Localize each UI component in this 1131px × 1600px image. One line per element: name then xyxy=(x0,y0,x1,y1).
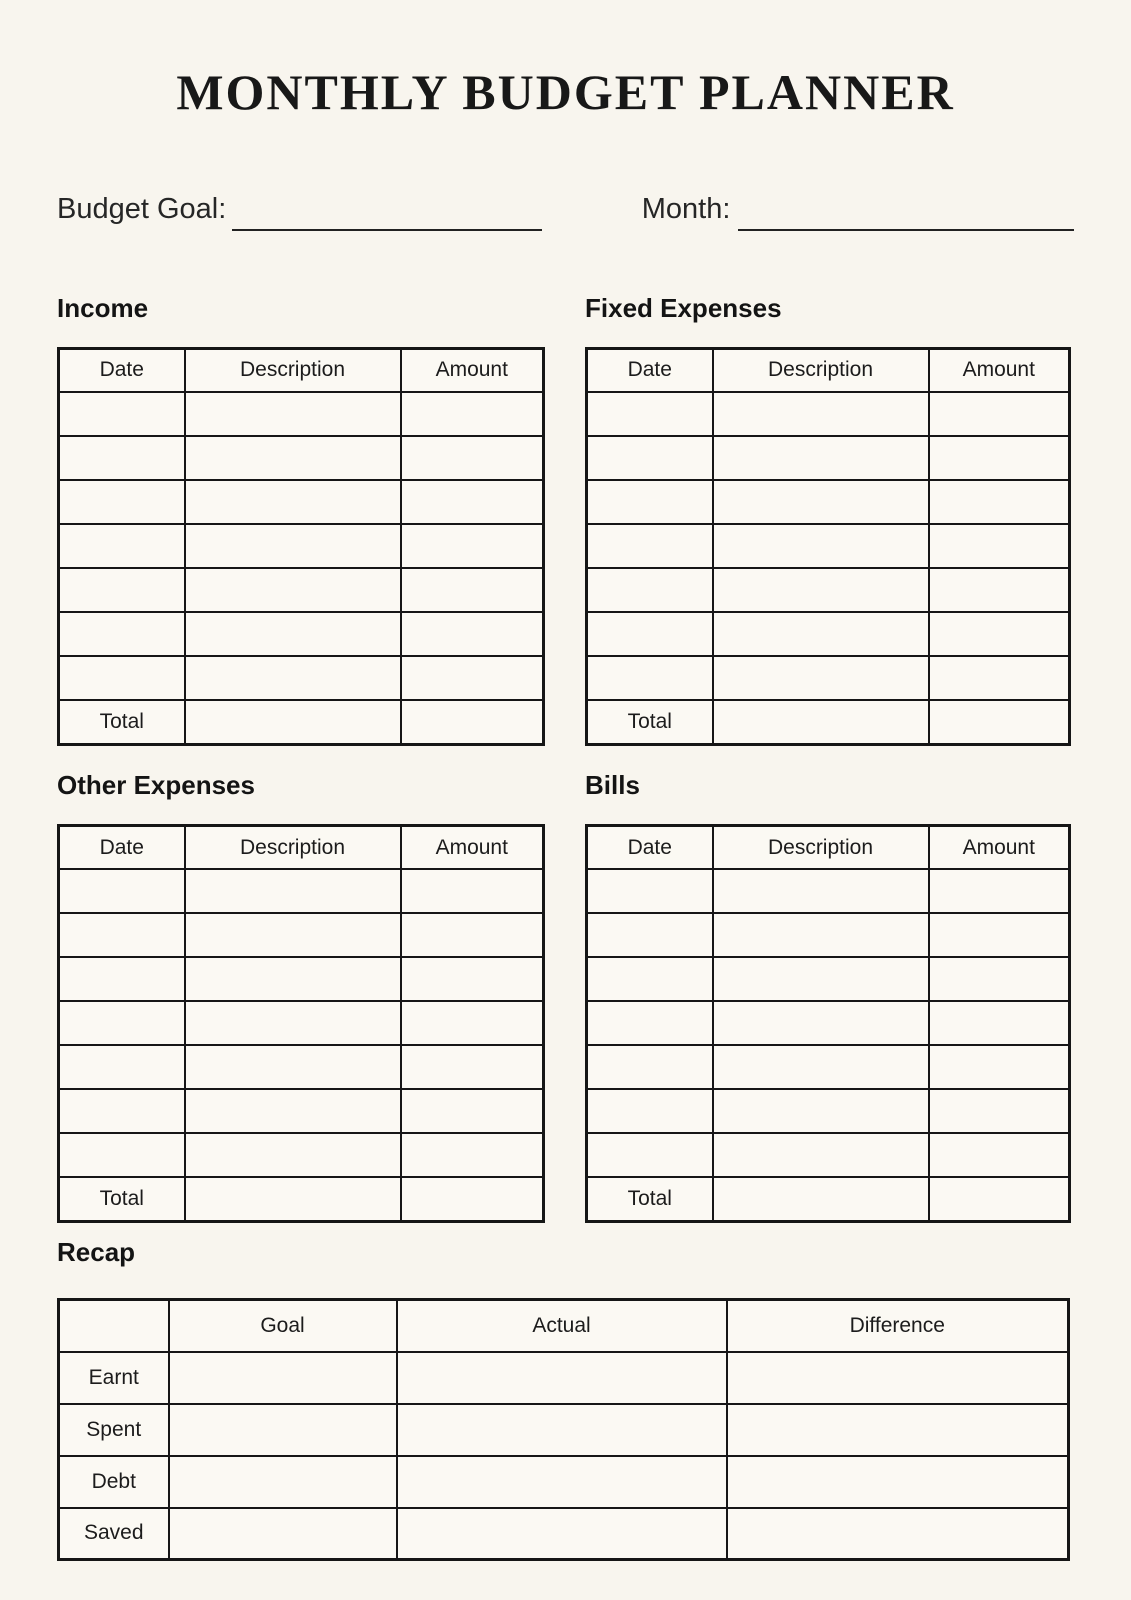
total-value-cell[interactable] xyxy=(401,1177,544,1221)
empty-entry-cell[interactable] xyxy=(587,1045,713,1089)
empty-entry-cell[interactable] xyxy=(587,957,713,1001)
empty-entry-cell[interactable] xyxy=(929,524,1070,568)
other-expenses-header-row xyxy=(59,825,544,869)
empty-entry-cell[interactable] xyxy=(401,392,544,436)
empty-entry-cell[interactable] xyxy=(185,1001,401,1045)
table-row xyxy=(587,656,1070,700)
empty-entry-cell[interactable] xyxy=(713,392,929,436)
table-row xyxy=(59,1089,544,1133)
section-income xyxy=(57,293,545,746)
recap-row-label: Debt xyxy=(59,1456,169,1508)
empty-entry-cell[interactable] xyxy=(59,869,185,913)
recap-header-row xyxy=(59,1300,1069,1352)
recap-row-label: Saved xyxy=(59,1508,169,1560)
empty-entry-cell[interactable] xyxy=(727,1508,1069,1560)
table-row xyxy=(587,957,1070,1001)
empty-entry-cell[interactable] xyxy=(185,1133,401,1177)
column-header: Description xyxy=(185,825,401,869)
empty-entry-cell[interactable] xyxy=(185,1045,401,1089)
empty-entry-cell[interactable] xyxy=(401,869,544,913)
empty-entry-cell[interactable] xyxy=(713,612,929,656)
other-expenses-table-holder xyxy=(57,824,545,1223)
empty-entry-cell[interactable] xyxy=(713,1133,929,1177)
recap-row-earnt xyxy=(59,1352,1069,1404)
month-label: Month: xyxy=(641,192,731,225)
empty-entry-cell[interactable] xyxy=(185,480,401,524)
empty-entry-cell[interactable] xyxy=(185,957,401,1001)
column-header: Date xyxy=(587,348,713,392)
income-heading: Income xyxy=(57,292,149,323)
recap-row-debt xyxy=(59,1456,1069,1508)
income-table-holder xyxy=(57,347,545,746)
column-header: Amount xyxy=(929,825,1070,869)
empty-entry-cell[interactable] xyxy=(727,1456,1069,1508)
other-expenses-table xyxy=(57,824,545,1223)
total-value-cell[interactable] xyxy=(185,700,401,744)
recap-corner-cell xyxy=(59,1300,169,1352)
table-row xyxy=(587,1001,1070,1045)
table-row xyxy=(587,1045,1070,1089)
empty-entry-cell[interactable] xyxy=(929,1045,1070,1089)
empty-entry-cell[interactable] xyxy=(397,1508,727,1560)
empty-entry-cell[interactable] xyxy=(185,392,401,436)
total-label: Total xyxy=(59,700,185,744)
empty-entry-cell[interactable] xyxy=(727,1352,1069,1404)
recap-row-spent xyxy=(59,1404,1069,1456)
recap-heading: Recap xyxy=(57,1236,136,1267)
empty-entry-cell[interactable] xyxy=(713,480,929,524)
section-recap xyxy=(57,1237,1070,1561)
table-row xyxy=(587,392,1070,436)
empty-entry-cell[interactable] xyxy=(401,913,544,957)
empty-entry-cell[interactable] xyxy=(929,1133,1070,1177)
empty-entry-cell[interactable] xyxy=(929,392,1070,436)
table-row xyxy=(587,524,1070,568)
column-header: Date xyxy=(59,825,185,869)
total-label: Total xyxy=(587,700,713,744)
empty-entry-cell[interactable] xyxy=(713,1089,929,1133)
empty-entry-cell[interactable] xyxy=(185,656,401,700)
table-row xyxy=(59,913,544,957)
empty-entry-cell[interactable] xyxy=(713,1001,929,1045)
empty-entry-cell[interactable] xyxy=(401,524,544,568)
empty-entry-cell[interactable] xyxy=(401,480,544,524)
column-header: Amount xyxy=(401,348,544,392)
section-other-expenses xyxy=(57,770,545,1223)
empty-entry-cell[interactable] xyxy=(587,656,713,700)
total-value-cell[interactable] xyxy=(713,700,929,744)
empty-entry-cell[interactable] xyxy=(713,1045,929,1089)
empty-entry-cell[interactable] xyxy=(929,913,1070,957)
empty-entry-cell[interactable] xyxy=(169,1508,397,1560)
empty-entry-cell[interactable] xyxy=(401,436,544,480)
empty-entry-cell[interactable] xyxy=(185,1089,401,1133)
empty-entry-cell[interactable] xyxy=(185,436,401,480)
table-row xyxy=(59,1045,544,1089)
budget-goal-blank-line[interactable] xyxy=(232,221,541,231)
total-label: Total xyxy=(59,1177,185,1221)
empty-entry-cell[interactable] xyxy=(59,913,185,957)
table-row xyxy=(587,612,1070,656)
empty-entry-cell[interactable] xyxy=(401,612,544,656)
empty-entry-cell[interactable] xyxy=(587,480,713,524)
empty-entry-cell[interactable] xyxy=(713,524,929,568)
bills-table-holder xyxy=(585,824,1071,1223)
table-row xyxy=(587,480,1070,524)
empty-entry-cell[interactable] xyxy=(929,957,1070,1001)
table-row xyxy=(59,1133,544,1177)
fixed-expenses-heading: Fixed Expenses xyxy=(585,292,782,323)
income-header-row xyxy=(59,348,544,392)
bills-table xyxy=(585,824,1071,1223)
empty-entry-cell[interactable] xyxy=(59,524,185,568)
table-row xyxy=(59,1001,544,1045)
empty-entry-cell[interactable] xyxy=(929,656,1070,700)
table-row xyxy=(59,436,544,480)
empty-entry-cell[interactable] xyxy=(929,568,1070,612)
page-title: MONTHLY BUDGET PLANNER xyxy=(176,64,955,120)
empty-entry-cell[interactable] xyxy=(713,436,929,480)
empty-entry-cell[interactable] xyxy=(587,612,713,656)
recap-row-saved xyxy=(59,1508,1069,1560)
bills-header-row xyxy=(587,825,1070,869)
empty-entry-cell[interactable] xyxy=(59,568,185,612)
empty-entry-cell[interactable] xyxy=(185,568,401,612)
empty-entry-cell[interactable] xyxy=(397,1352,727,1404)
column-header: Date xyxy=(59,348,185,392)
empty-entry-cell[interactable] xyxy=(587,568,713,612)
empty-entry-cell[interactable] xyxy=(169,1352,397,1404)
fixed-expenses-table xyxy=(585,347,1071,746)
empty-entry-cell[interactable] xyxy=(59,392,185,436)
table-row xyxy=(59,869,544,913)
table-row xyxy=(59,568,544,612)
empty-entry-cell[interactable] xyxy=(929,436,1070,480)
empty-entry-cell[interactable] xyxy=(59,1089,185,1133)
budget-goal-label: Budget Goal: xyxy=(57,192,227,225)
table-row xyxy=(59,524,544,568)
table-row xyxy=(587,436,1070,480)
empty-entry-cell[interactable] xyxy=(185,913,401,957)
empty-entry-cell[interactable] xyxy=(587,1089,713,1133)
empty-entry-cell[interactable] xyxy=(929,612,1070,656)
empty-entry-cell[interactable] xyxy=(401,1133,544,1177)
empty-entry-cell[interactable] xyxy=(587,869,713,913)
other-expenses-total-row xyxy=(59,1177,544,1221)
table-row xyxy=(587,1133,1070,1177)
table-row xyxy=(59,612,544,656)
total-value-cell[interactable] xyxy=(185,1177,401,1221)
total-value-cell[interactable] xyxy=(929,700,1070,744)
fixed-expenses-total-row xyxy=(587,700,1070,744)
column-header: Amount xyxy=(401,825,544,869)
fixed-expenses-table-holder xyxy=(585,347,1071,746)
empty-entry-cell[interactable] xyxy=(59,957,185,1001)
goal-month-row xyxy=(57,183,1074,231)
section-bills xyxy=(585,770,1071,1223)
empty-entry-cell[interactable] xyxy=(59,1001,185,1045)
empty-entry-cell[interactable] xyxy=(59,1045,185,1089)
column-header: Description xyxy=(713,348,929,392)
empty-entry-cell[interactable] xyxy=(587,1133,713,1177)
bills-heading: Bills xyxy=(585,769,640,800)
table-row xyxy=(587,568,1070,612)
column-header: Description xyxy=(185,348,401,392)
empty-entry-cell[interactable] xyxy=(169,1404,397,1456)
empty-entry-cell[interactable] xyxy=(59,480,185,524)
bills-total-row xyxy=(587,1177,1070,1221)
empty-entry-cell[interactable] xyxy=(713,869,929,913)
total-value-cell[interactable] xyxy=(401,700,544,744)
total-value-cell[interactable] xyxy=(713,1177,929,1221)
empty-entry-cell[interactable] xyxy=(59,436,185,480)
empty-entry-cell[interactable] xyxy=(169,1456,397,1508)
empty-entry-cell[interactable] xyxy=(929,1001,1070,1045)
empty-entry-cell[interactable] xyxy=(929,480,1070,524)
recap-table-holder xyxy=(57,1298,1070,1561)
fixed-expenses-header-row xyxy=(587,348,1070,392)
total-label: Total xyxy=(587,1177,713,1221)
table-row xyxy=(587,869,1070,913)
empty-entry-cell[interactable] xyxy=(587,1001,713,1045)
table-row xyxy=(59,392,544,436)
empty-entry-cell[interactable] xyxy=(587,436,713,480)
empty-entry-cell[interactable] xyxy=(397,1404,727,1456)
table-row xyxy=(587,1089,1070,1133)
empty-entry-cell[interactable] xyxy=(401,1089,544,1133)
section-fixed-expenses xyxy=(585,293,1071,746)
column-header: Date xyxy=(587,825,713,869)
empty-entry-cell[interactable] xyxy=(713,957,929,1001)
other-expenses-heading: Other Expenses xyxy=(57,769,255,800)
recap-row-label: Spent xyxy=(59,1404,169,1456)
empty-entry-cell[interactable] xyxy=(401,1001,544,1045)
income-total-row xyxy=(59,700,544,744)
column-header: Amount xyxy=(929,348,1070,392)
empty-entry-cell[interactable] xyxy=(397,1456,727,1508)
empty-entry-cell[interactable] xyxy=(929,1089,1070,1133)
empty-entry-cell[interactable] xyxy=(185,869,401,913)
empty-entry-cell[interactable] xyxy=(587,392,713,436)
empty-entry-cell[interactable] xyxy=(59,656,185,700)
recap-table xyxy=(57,1298,1070,1561)
empty-entry-cell[interactable] xyxy=(59,612,185,656)
empty-entry-cell[interactable] xyxy=(713,913,929,957)
empty-entry-cell[interactable] xyxy=(401,1045,544,1089)
column-header: Difference xyxy=(727,1300,1069,1352)
table-row xyxy=(59,656,544,700)
empty-entry-cell[interactable] xyxy=(713,656,929,700)
ledger-tables-grid xyxy=(57,293,1071,1223)
column-header: Goal xyxy=(169,1300,397,1352)
recap-row-label: Earnt xyxy=(59,1352,169,1404)
empty-entry-cell[interactable] xyxy=(713,568,929,612)
empty-entry-cell[interactable] xyxy=(727,1404,1069,1456)
empty-entry-cell[interactable] xyxy=(185,612,401,656)
month-blank-line[interactable] xyxy=(738,221,1074,231)
empty-entry-cell[interactable] xyxy=(587,524,713,568)
empty-entry-cell[interactable] xyxy=(929,869,1070,913)
empty-entry-cell[interactable] xyxy=(401,656,544,700)
table-row xyxy=(587,913,1070,957)
column-header: Description xyxy=(713,825,929,869)
table-row xyxy=(59,480,544,524)
column-header: Actual xyxy=(397,1300,727,1352)
income-table xyxy=(57,347,545,746)
empty-entry-cell[interactable] xyxy=(185,524,401,568)
empty-entry-cell[interactable] xyxy=(587,913,713,957)
empty-entry-cell[interactable] xyxy=(401,957,544,1001)
table-row xyxy=(59,957,544,1001)
empty-entry-cell[interactable] xyxy=(401,568,544,612)
total-value-cell[interactable] xyxy=(929,1177,1070,1221)
empty-entry-cell[interactable] xyxy=(59,1133,185,1177)
